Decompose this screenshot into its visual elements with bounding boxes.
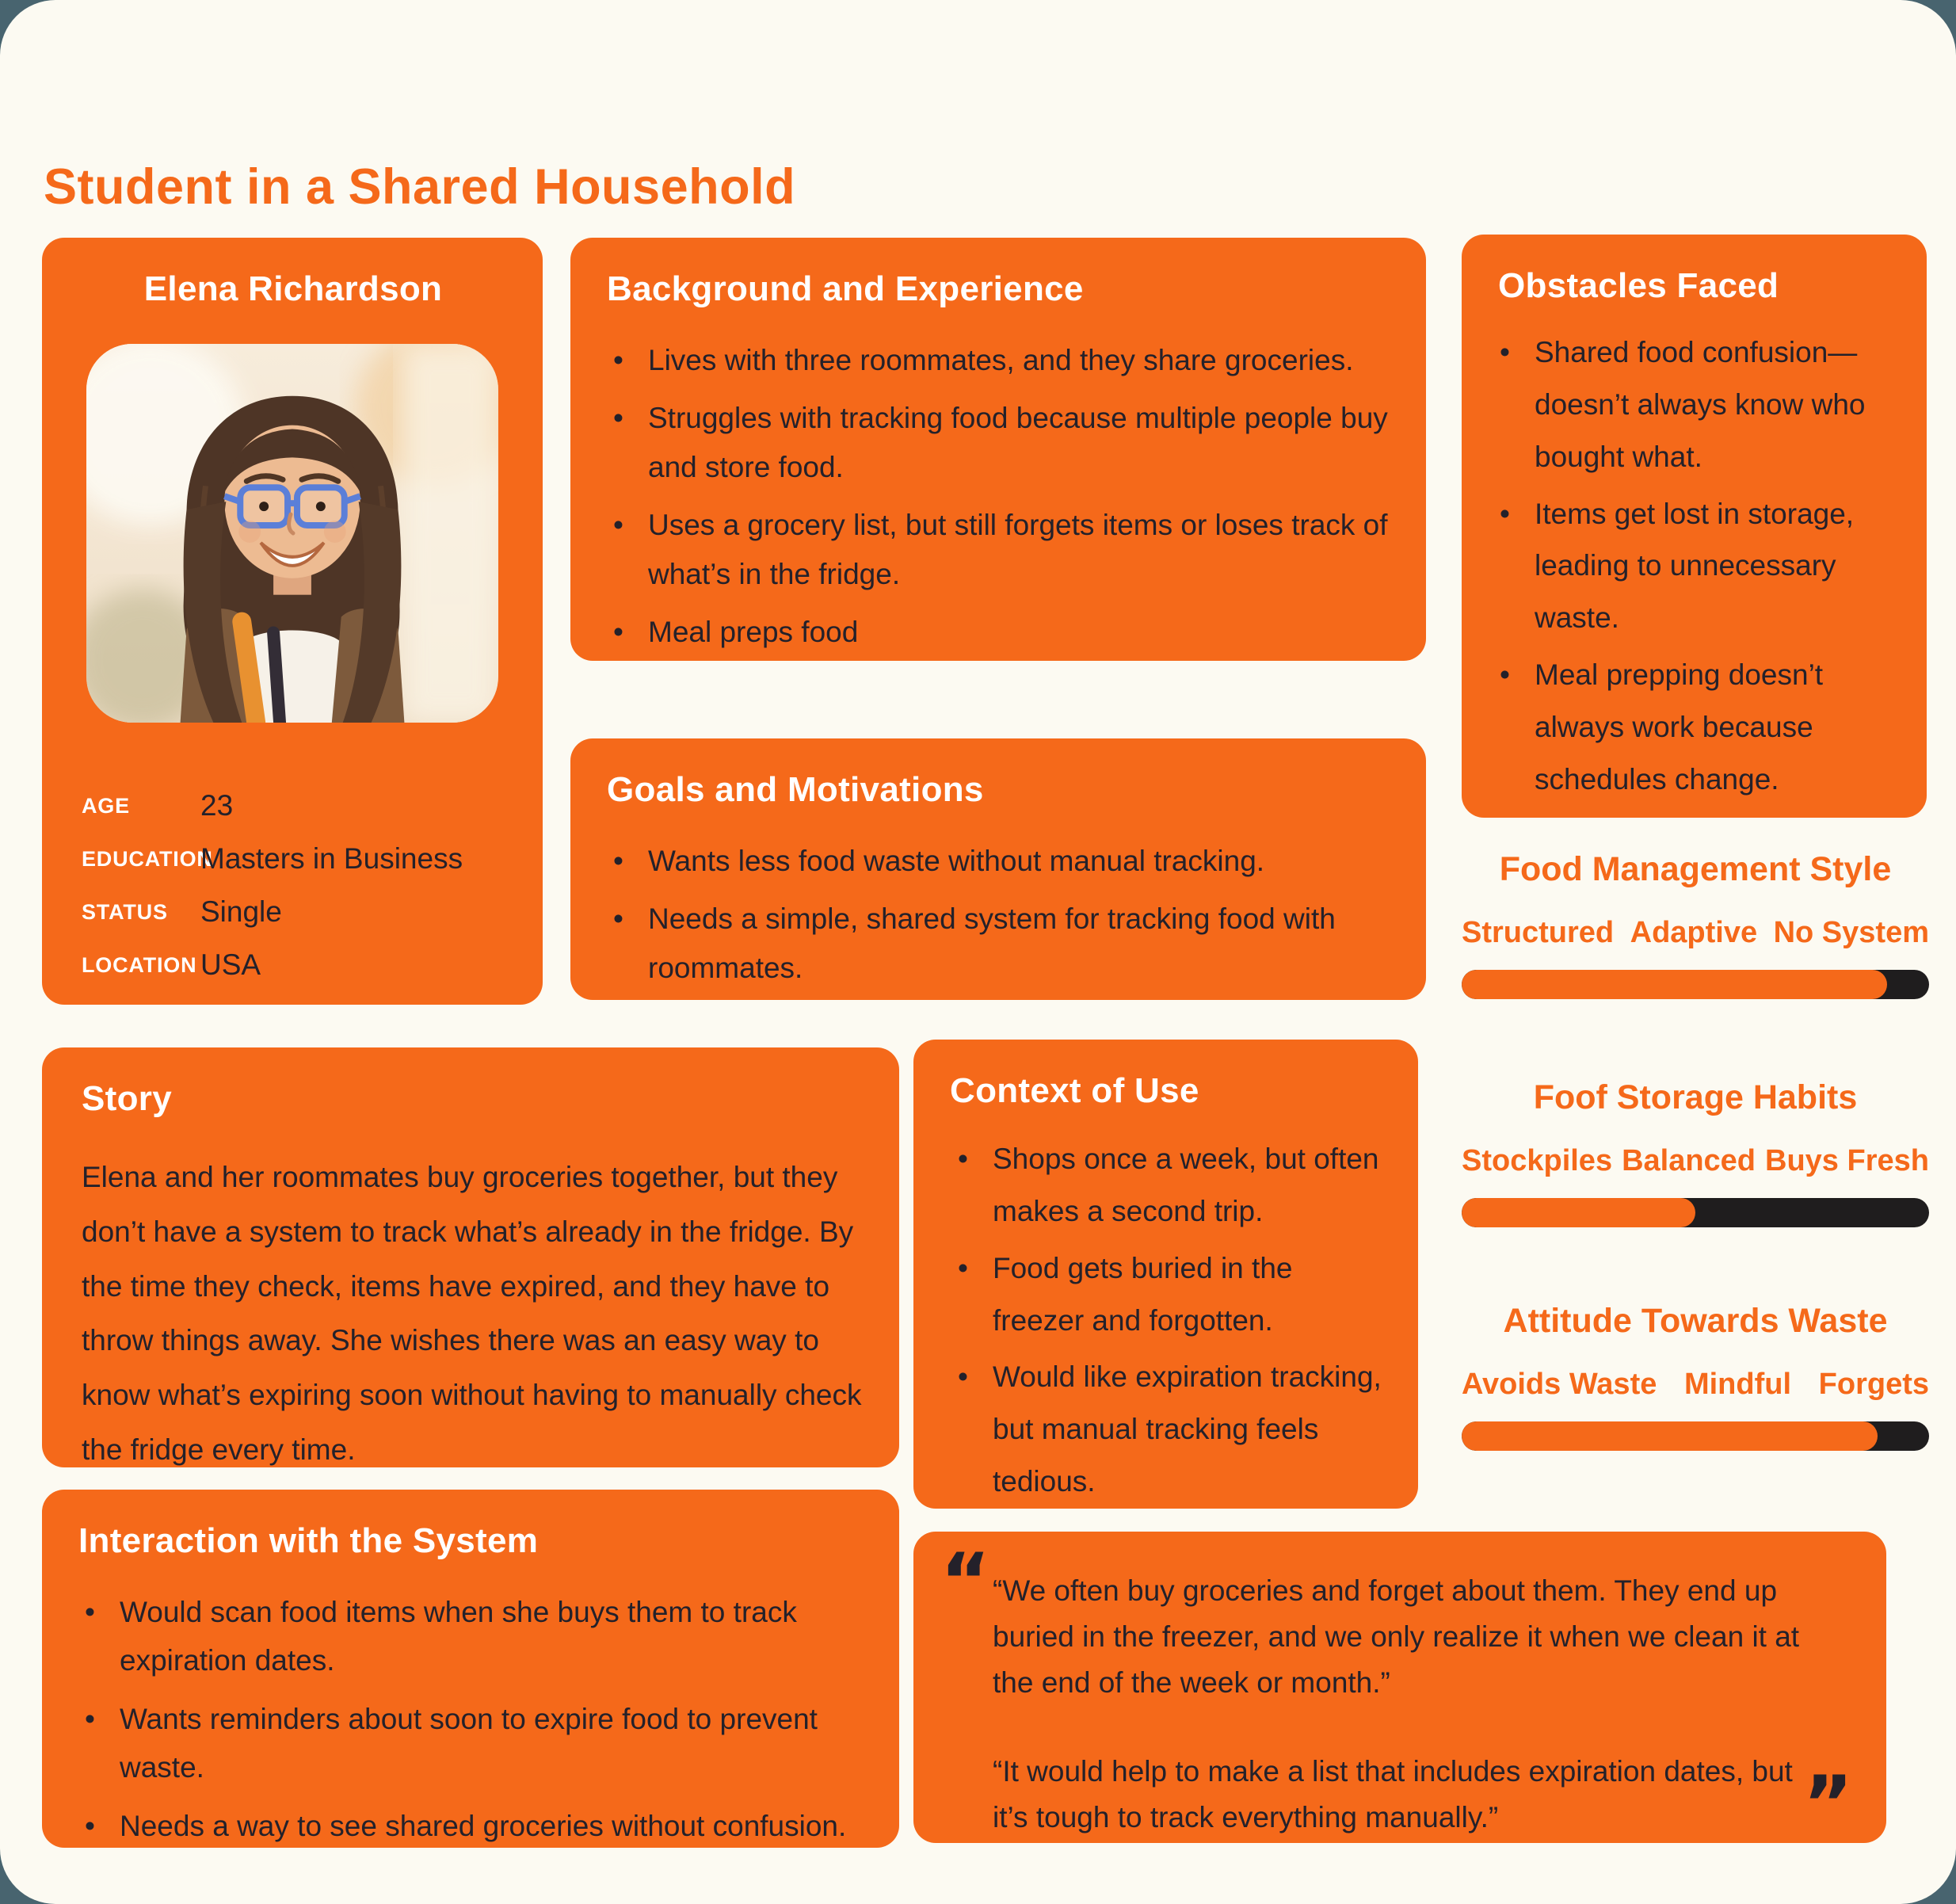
slider-labels [1462,1143,1929,1179]
story-card [42,1047,899,1467]
background-bullet-list [607,336,1393,656]
slider-label-middle: Adaptive [1630,916,1758,949]
bullet-item: • Food gets buried in the freezer and forgotten. [951,1242,1390,1347]
bullet-item: • Wants reminders about soon to expire food to prevent waste. [78,1695,866,1792]
slider-label-right: No System [1773,916,1929,949]
slider-label-middle: Balanced [1622,1144,1756,1177]
goals-card [570,738,1426,1000]
persona-photo [86,344,498,723]
close-quote-icon: ” [1802,1759,1853,1843]
bullet-item: • Would like expiration tracking, but manual tracking feels tedious. [951,1351,1390,1508]
background-card-title: Background and Experience [607,269,1084,308]
interaction-card [42,1490,899,1848]
slider-title: Attitude Towards Waste [1503,1302,1888,1340]
interaction-bullet-list [78,1588,866,1848]
bullet-item: • Shared food confusion—doesn’t always know who bought what. [1493,326,1900,483]
goals-bullet-list [607,837,1393,992]
bullet-item: • Shops once a week, but often makes a second trip. [951,1133,1390,1238]
obstacles-card [1462,235,1927,818]
slider-food-storage-habits [1462,1078,1929,1227]
bullet-item: • Uses a grocery list, but still forgets items or loses track of what’s in the fridge. [607,501,1393,598]
bullet-item: • Meal preps food [607,608,1393,656]
bullet-item: • Items get lost in storage, leading to unnecessary waste. [1493,488,1900,645]
portrait-illustration-icon [86,344,498,723]
slider-track[interactable] [1462,1421,1929,1451]
slider-label-right: Buys Fresh [1765,1144,1929,1177]
slider-label-left: Avoids Waste [1462,1368,1657,1401]
detail-value-age: 23 [200,789,234,822]
story-text: Elena and her roommates buy groceries together, but they don’t have a system to track what’s already in the fridge. By the time they check, items have expired, and they have to throw things away. She wishes there was an easy way to know what’s expiring soon without having to manually check the fridge every time. [82,1161,862,1467]
context-card-title: Context of Use [950,1071,1199,1110]
slider-title: Food Management Style [1499,850,1892,888]
slider-track[interactable] [1462,1198,1929,1227]
slider-fill [1462,1198,1695,1227]
profile-card [42,238,543,1005]
interaction-card-title: Interaction with the System [78,1521,539,1560]
detail-value-education: Masters in Business [200,842,463,875]
goals-card-title: Goals and Motivations [607,770,984,809]
slider-label-right: Forgets [1818,1368,1929,1401]
slider-labels [1462,1366,1929,1402]
bullet-item: • Lives with three roommates, and they share groceries. [607,336,1393,384]
slider-labels [1462,914,1929,951]
detail-value-status: Single [200,895,282,928]
slider-food-management-style [1462,849,1929,999]
bullet-item: • Needs a way to see shared groceries without confusion. [78,1802,866,1848]
detail-label-age: AGE [82,793,130,818]
bullet-item: • Struggles with tracking food because multiple people buy and store food. [607,394,1393,491]
page-title: Student in a Shared Household [44,159,796,215]
open-quote-icon: “ [940,1537,991,1626]
slider-fill [1462,1421,1878,1451]
context-bullet-list [951,1133,1390,1508]
story-card-title: Story [82,1079,172,1118]
slider-label-left: Stockpiles [1462,1144,1613,1177]
slider-label-middle: Mindful [1683,1368,1792,1401]
detail-label-education: EDUCATION [82,846,213,871]
bullet-item: • Meal prepping doesn’t always work because schedules change. [1493,649,1900,806]
obstacles-bullet-list [1493,326,1900,806]
slider-label-left: Structured [1462,916,1615,949]
quote-body [913,1532,1886,1843]
quote-card [913,1532,1886,1843]
background-card [570,238,1426,661]
obstacles-card-title: Obstacles Faced [1498,266,1779,305]
quote-text-2: “It would help to make a list that includes expiration dates, but it’s tough to track everything manually.” [993,1755,1793,1834]
detail-value-location: USA [200,948,261,981]
context-card [913,1040,1418,1509]
slider-title: Foof Storage Habits [1533,1078,1858,1116]
slider-track[interactable] [1462,970,1929,999]
bullet-item: • Would scan food items when she buys them to track expiration dates. [78,1588,866,1685]
detail-label-status: STATUS [82,899,168,924]
persona-name: Elena Richardson [143,269,443,308]
slider-fill [1462,970,1887,999]
bullet-item: • Wants less food waste without manual tracking. [607,837,1393,885]
bullet-item: • Needs a simple, shared system for tracking food with roommates. [607,895,1393,992]
slider-attitude-towards-waste [1462,1301,1929,1451]
quote-text-1: “We often buy groceries and forget about them. They end up buried in the freezer, and we only realize it when we clean it at the end of the week or month.” [993,1574,1800,1700]
detail-label-location: LOCATION [82,952,197,977]
profile-details [82,789,543,982]
